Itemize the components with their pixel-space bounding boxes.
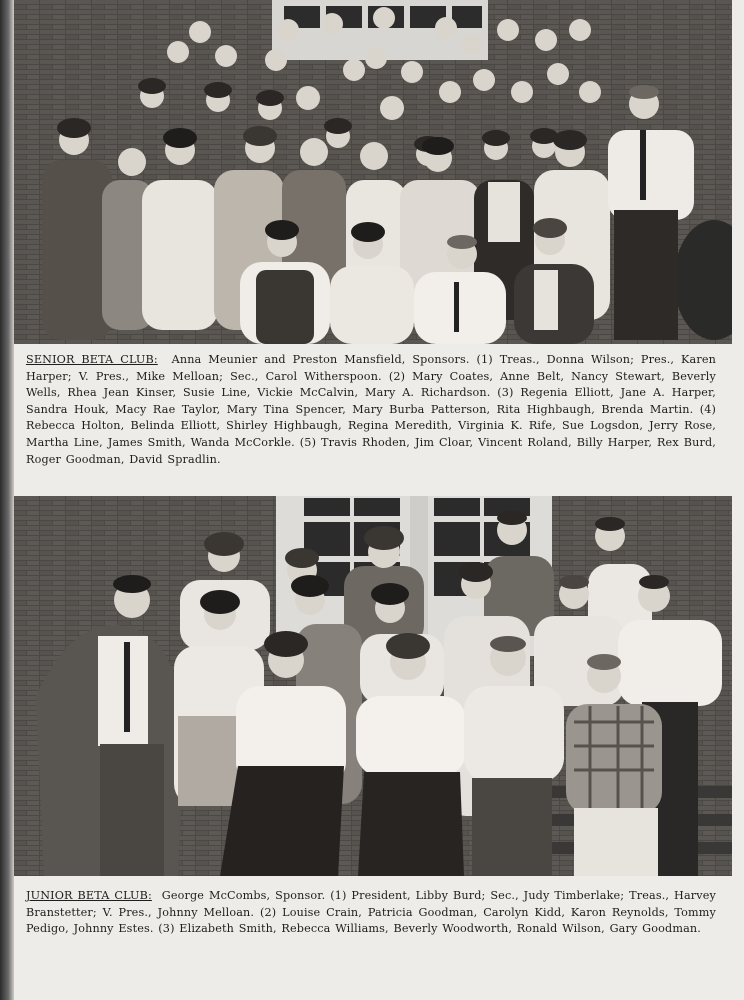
senior-club-name: SENIOR BETA CLUB: [26,353,158,366]
junior-club-name: JUNIOR BETA CLUB: [26,889,152,902]
junior-caption-text: George McCombs, Sponsor. (1) President, Libby Burd; Sec., Judy Timberlake; Treas., Harvey Branstetter; V. Pres., Johnny Melloan. (2) Louise Crain, Patricia Goodman, Carolyn Kidd, Karon Reynolds, Tommy Pedigo, Johnny Estes. (3) Elizabeth Smith, Rebecca Williams, Beverly Woodworth, Ronald Wilson, Gary Goodman. [26,889,716,936]
senior-beta-club-caption [26,352,716,468]
junior-beta-club-photo [14,496,732,876]
page-binding-shadow [0,0,14,1000]
senior-caption-text: Anna Meunier and Preston Mansfield, Sponsors. (1) Treas., Donna Wilson; Pres., Karen Harper; V. Pres., Mike Melloan; Sec., Carol Witherspoon. (2) Mary Coates, Anne Belt, Nancy Stewart, Beverly Wells, Rhea Jean Kinser, Susie Line, Vickie McCalvin, Mary A. Richardson. (3) Regenia Elliott, Jane A. Harper, Sandra Houk, Macy Rae Taylor, Mary Tina Spencer, Mary Burba Patterson, Rita Highbaugh, Brenda Martin. (4) Rebecca Holton, Belinda Elliott, Shirley Highbaugh, Regina Meredith, Virginia K. Rife, Sue Logsdon, Jerry Rose, Martha Line, James Smith, Wanda McCorkle. (5) Travis Rhoden, Jim Cloar, Vincent Roland, Billy Harper, Rex Burd, Roger Goodman, David Spradlin. [26,353,716,466]
senior-beta-club-photo [14,0,732,344]
junior-beta-club-caption [26,888,716,938]
